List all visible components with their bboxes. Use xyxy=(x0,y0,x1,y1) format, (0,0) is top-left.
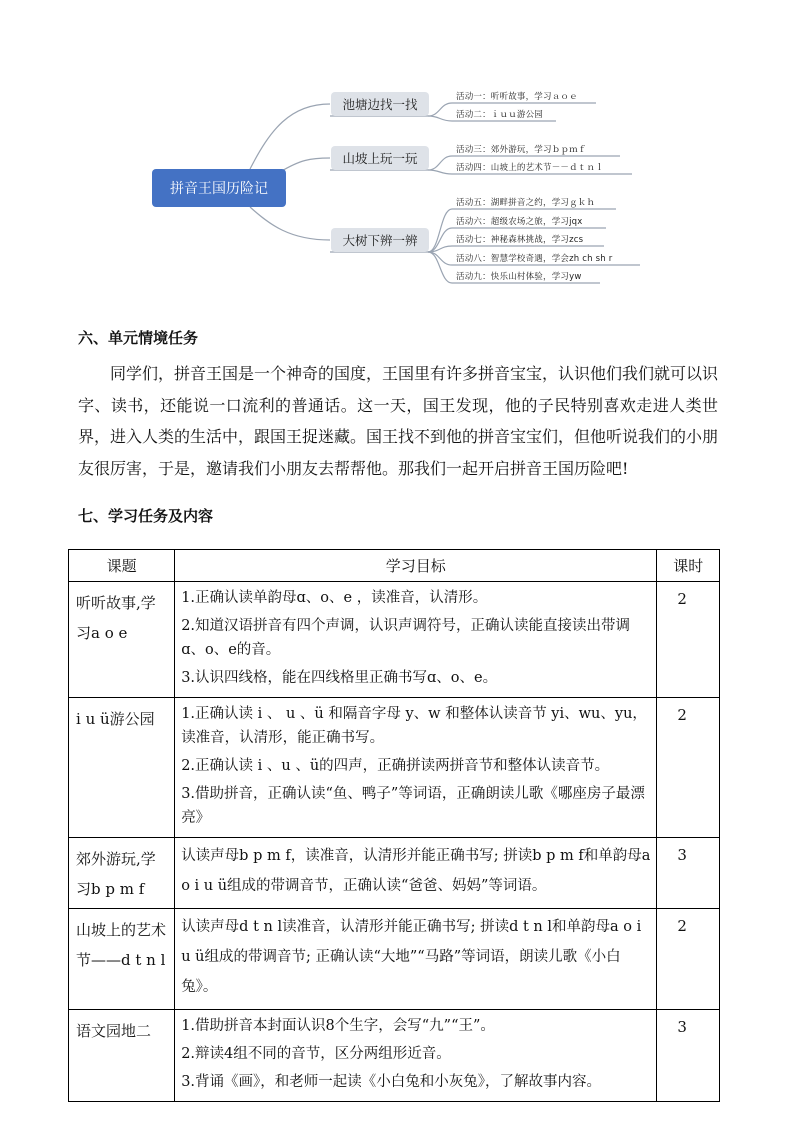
table-row xyxy=(69,838,720,909)
row-3-hours: 3 xyxy=(657,838,720,909)
mindmap-leaf-activity-6: 活动六：超级农场之旅，学习jqx xyxy=(456,217,583,227)
header-topic: 课题 xyxy=(69,550,175,582)
mindmap-leaf-activity-4: 活动四：山坡上的艺术节－－ｄｔｎｌ xyxy=(456,163,604,173)
row-4-hours: 2 xyxy=(657,909,720,1010)
row-5-goal-3: 3.背诵《画》，和老师一起读《小白兔和小灰兔》，了解故事内容。 xyxy=(181,1074,602,1090)
row-4-goals xyxy=(175,909,657,1010)
row-3-goals xyxy=(175,838,657,909)
row-2-goal-3: 3.借助拼音，正确认读“鱼、鸭子”等词语，正确朗读儿歌《哪座房子最漂亮》 xyxy=(181,786,645,826)
table-row xyxy=(69,909,720,1010)
row-1-goal-2: 2.知道汉语拼音有四个声调，认识声调符号，正确认读能直接读出带调ɑ、o、e的音。 xyxy=(181,618,631,658)
row-4-topic: 山坡上的艺术节——d t n l xyxy=(69,909,175,1010)
row-1-goals xyxy=(175,582,657,698)
connector-root-branch-1 xyxy=(250,104,330,169)
row-1-hours: 2 xyxy=(657,582,720,698)
mindmap-leaf-activity-9: 活动九：快乐山村体验，学习yw xyxy=(456,272,582,282)
table-header-row xyxy=(69,550,720,582)
table-row xyxy=(69,582,720,698)
row-2-goal-2: 2.正确认读 i 、u 、ü的四声，正确拼读两拼音节和整体认读音节。 xyxy=(181,758,610,774)
row-3-topic: 郊外游玩,学习b p m f xyxy=(69,838,175,909)
row-5-goal-2: 2.辩读4组不同的音节，区分两组形近音。 xyxy=(181,1046,451,1062)
row-5-goals xyxy=(175,1010,657,1102)
row-5-topic: 语文园地二 xyxy=(69,1010,175,1102)
mindmap-leaf-activity-7: 活动七：神秘森林挑战，学习zcs xyxy=(456,235,584,245)
mindmap-branch-2: 山坡上玩一玩 xyxy=(331,146,429,170)
row-1-goal-3: 3.认识四线格，能在四线格里正确书写ɑ、o、e。 xyxy=(181,670,498,686)
mindmap-leaf-activity-5: 活动五：湖畔拼音之约，学习ｇｋｈ xyxy=(456,198,596,208)
connector-root-branch-2 xyxy=(280,158,330,172)
row-4-goal-1: 认读声母d t n l读准音，认清形并能正确书写; 拼读d t n l和单韵母a o i u ü组成的带调音节; 正确认读“大地”“马路”等词语，朗读儿歌《小白兔》。 xyxy=(181,919,642,995)
section-6-heading: 六、单元情境任务 xyxy=(78,329,199,347)
row-2-goal-1: 1.正确认读 i 、 u 、ü 和隔音字母 y、w 和整体认读音节 yi、wu、yu，读准音，认清形，能正确书写。 xyxy=(181,706,647,746)
mindmap-leaf-activity-1: 活动一：听听故事，学习ａｏｅ xyxy=(456,92,578,102)
section-7-heading: 七、学习任务及内容 xyxy=(78,507,214,525)
mindmap-leaf-activity-2: 活动二：ｉｕｕ游公园 xyxy=(456,110,544,120)
header-hours: 课时 xyxy=(657,550,720,582)
mindmap-branch-3: 大树下辨一辨 xyxy=(331,228,429,252)
header-goals: 学习目标 xyxy=(175,550,657,582)
row-3-goal-1: 认读声母b p m f，读准音，认清形并能正确书写; 拼读b p m f和单韵母a o i u ü组成的带调音节，正确认读“爸爸、妈妈”等词语。 xyxy=(181,848,651,894)
mindmap-leaf-activity-3: 活动三：郊外游玩，学习ｂｐｍｆ xyxy=(456,145,587,155)
table-row xyxy=(69,698,720,838)
learning-tasks-table xyxy=(68,549,720,1102)
row-5-hours: 3 xyxy=(657,1010,720,1102)
row-2-hours: 2 xyxy=(657,698,720,838)
mindmap-leaf-activity-8: 活动八：智慧学校奇遇，学会zh ch sh r xyxy=(456,254,613,264)
table-row xyxy=(69,1010,720,1102)
section-6-paragraph: 同学们，拼音王国是一个神奇的国度，王国里有许多拼音宝宝，认识他们我们就可以识字、读书，还能说一口流利的普通话。这一天，国王发现，他的子民特别喜欢走进人类世界，进入人类的生活中，跟国王捉迷藏。国王找不到他的拼音宝宝们，但他听说我们的小朋友很厉害，于是，邀请我们小朋友去帮帮他。那我们一起开启拼音王国历险吧! xyxy=(78,364,719,478)
row-2-topic: i u ü游公园 xyxy=(69,698,175,838)
row-1-topic: 听听故事,学习a o e xyxy=(69,582,175,698)
mindmap-branch-1: 池塘边找一找 xyxy=(331,92,429,116)
mindmap-root-node: 拼音王国历险记 xyxy=(152,169,286,207)
mind-map xyxy=(0,0,794,310)
connector-root-branch-3 xyxy=(250,207,330,240)
row-1-goal-1: 1.正确认读单韵母ɑ、o、e ，读准音，认清形。 xyxy=(181,590,488,606)
row-5-goal-1: 1.借助拼音本封面认识8个生字，会写“九”“王”。 xyxy=(181,1018,495,1034)
row-2-goals xyxy=(175,698,657,838)
